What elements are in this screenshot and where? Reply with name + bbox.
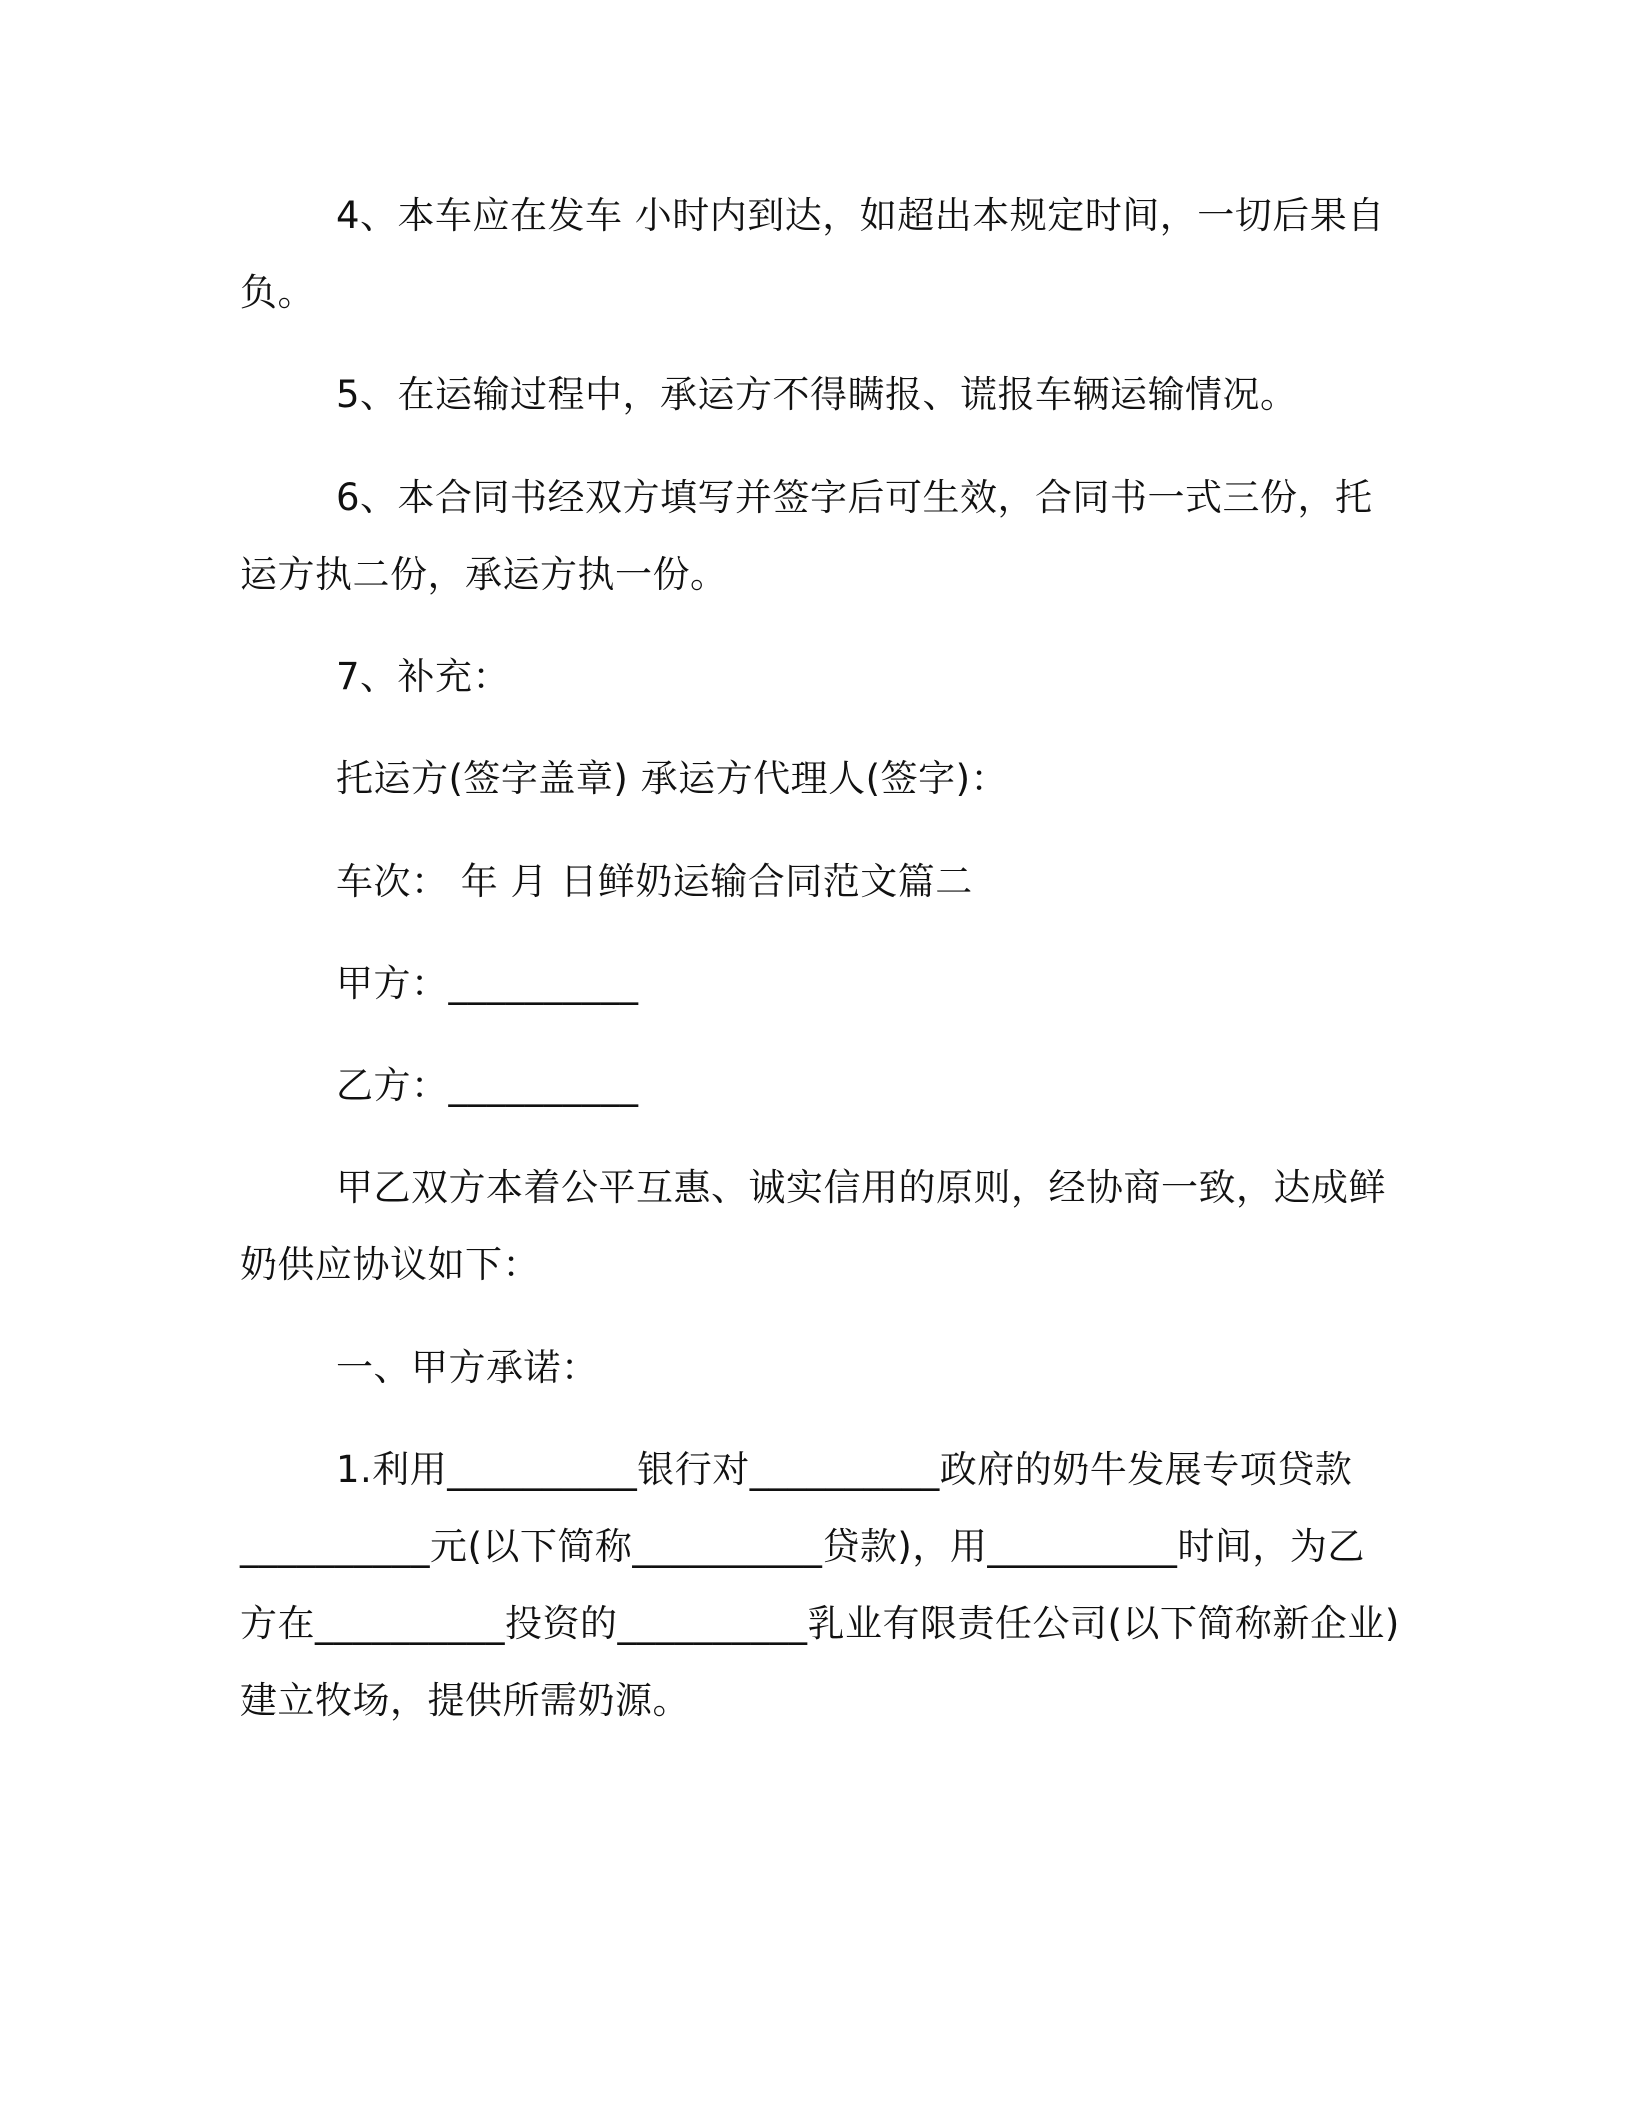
signature-line: 托运方(签字盖章) 承运方代理人(签字)： xyxy=(336,757,1009,800)
train-number-heading: 车次： 年 月 日鲜奶运输合同范文篇二 xyxy=(336,860,973,903)
clause-4-line-2: 负。 xyxy=(240,271,315,314)
section-1-heading: 一、甲方承诺： xyxy=(336,1346,599,1389)
clause-7: 7、补充： xyxy=(336,655,511,698)
clause-6-line-1: 6、本合同书经双方填写并签字后可生效，合同书一式三份，托 xyxy=(336,476,1373,519)
clause-4-line-1: 4、本车应在发车 小时内到达，如超出本规定时间，一切后果自 xyxy=(336,194,1385,237)
party-b-field: 乙方：__________ xyxy=(336,1064,639,1107)
item-1-line-1: 1.利用__________银行对__________政府的奶牛发展专项贷款 xyxy=(336,1448,1353,1491)
clause-5: 5、在运输过程中，承运方不得瞒报、谎报车辆运输情况。 xyxy=(336,373,1298,416)
preamble-line-2: 奶供应协议如下： xyxy=(240,1243,540,1286)
party-a-field: 甲方：__________ xyxy=(336,962,639,1005)
clause-6-line-2: 运方执二份，承运方执一份。 xyxy=(240,553,728,596)
item-1-line-2: __________元(以下简称__________贷款)，用__________时间，为乙 xyxy=(240,1525,1365,1568)
preamble-line-1: 甲乙双方本着公平互惠、诚实信用的原则，经协商一致，达成鲜 xyxy=(336,1166,1386,1209)
item-1-line-3: 方在__________投资的__________乳业有限责任公司(以下简称新企业) xyxy=(240,1602,1400,1645)
item-1-line-4: 建立牧场，提供所需奶源。 xyxy=(240,1679,690,1722)
